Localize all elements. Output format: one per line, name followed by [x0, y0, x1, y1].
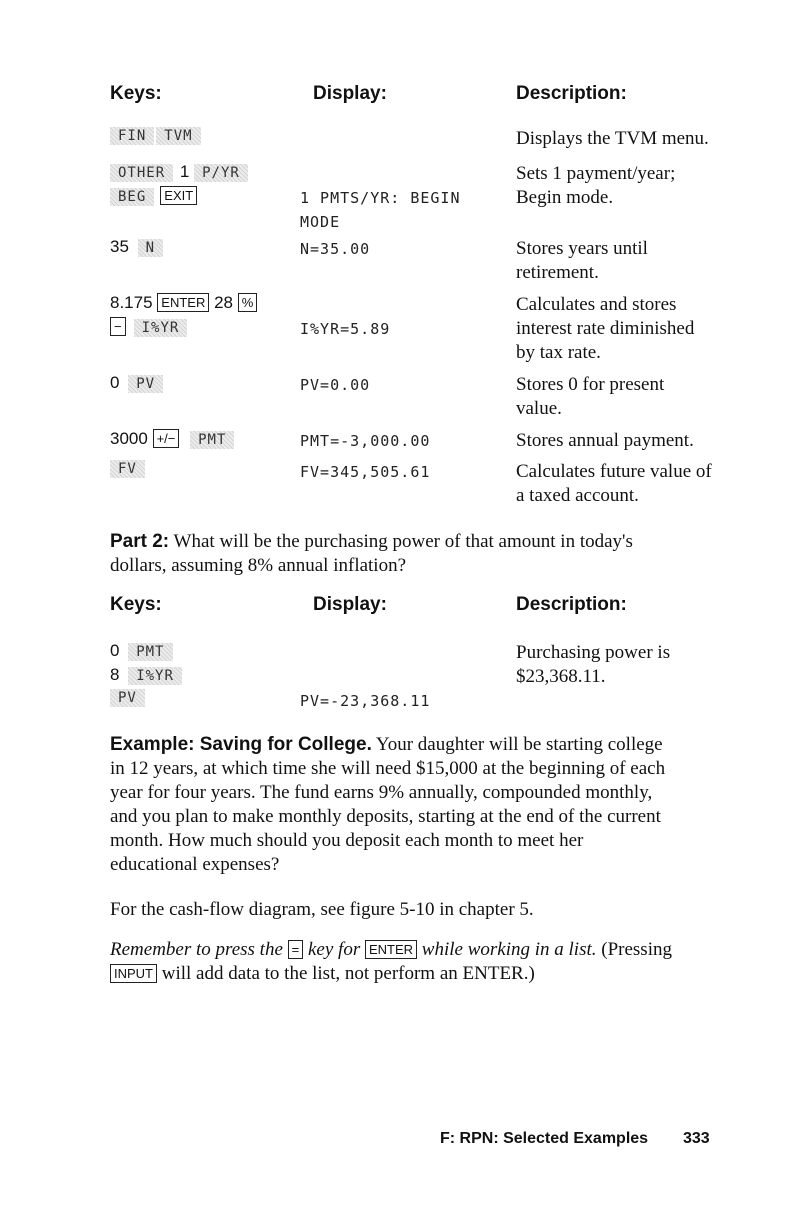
display-readout: MODE — [300, 213, 341, 231]
list-note: Remember to press the = key for ENTER while working in a list. (Pressing INPUT will add data to the list, not perform an ENTER.) — [110, 939, 672, 984]
pyr-menu-key: P/YR — [194, 164, 248, 182]
fv-menu-key: FV — [110, 460, 145, 478]
tvm-menu-key: TVM — [156, 127, 200, 145]
row-description: Stores 0 for present value. — [516, 374, 665, 419]
key-number: 0 — [110, 641, 120, 660]
key-number: 8 — [110, 665, 120, 684]
footer-section: F: RPN: Selected Examples — [440, 1130, 649, 1147]
display-readout: PV=-23,368.11 — [300, 692, 431, 710]
row-description: Displays the TVM menu. — [516, 128, 709, 149]
exit-key: EXIT — [160, 186, 197, 205]
example-paragraph: Example: Saving for College. Your daughter will be starting college in 12 years, at which time she will need $15,000 at the beginning of each year for four years. The fund earns 9% annually, compounded monthly, and you plan to make monthly deposits, starting at the end of the current month. How much should you deposit each month to meet her educational expenses? — [110, 734, 666, 875]
display-header: Display: — [313, 594, 387, 615]
pmt-menu-key: PMT — [128, 643, 172, 661]
cashflow-note: For the cash-flow diagram, see figure 5-10 in chapter 5. — [110, 899, 534, 920]
percent-key: % — [238, 293, 258, 312]
row-description: Sets 1 payment/year; — [516, 163, 676, 184]
display-readout: FV=345,505.61 — [300, 463, 431, 481]
key-number: 1 — [179, 162, 190, 181]
n-menu-key: N — [138, 239, 163, 257]
row-description: Stores years until retirement. — [516, 238, 648, 283]
keys-header: Keys: — [110, 594, 162, 615]
row-description: Stores annual payment. — [516, 430, 694, 451]
display-readout: PMT=-3,000.00 — [300, 432, 431, 450]
change-sign-key: +/− — [153, 429, 180, 448]
pmt-menu-key: PMT — [190, 431, 234, 449]
minus-key: − — [110, 317, 126, 336]
display-header: Display: — [313, 83, 387, 104]
pv-menu-key: PV — [110, 689, 145, 707]
row-description: $23,368.11. — [516, 666, 606, 687]
enter-key: ENTER — [365, 940, 417, 959]
other-menu-key: OTHER — [110, 164, 173, 182]
equals-key: = — [288, 940, 304, 959]
key-number: 35 — [110, 237, 129, 256]
iyr-menu-key: I%YR — [134, 319, 188, 337]
beg-menu-key: BEG — [110, 188, 154, 206]
part2-label: Part 2: — [110, 531, 170, 552]
display-readout: PV=0.00 — [300, 376, 371, 394]
key-number: 0 — [110, 373, 120, 392]
example-label: Example: Saving for College. — [110, 734, 372, 755]
description-header: Description: — [516, 83, 627, 104]
input-key: INPUT — [110, 964, 157, 983]
key-number: 28 — [214, 293, 233, 312]
row-description: Calculates future value of a taxed account. — [516, 461, 712, 506]
display-readout: N=35.00 — [300, 240, 371, 258]
key-number: 3000 — [110, 429, 148, 448]
key-number: 8.175 — [110, 293, 153, 312]
row-description: Purchasing power is — [516, 642, 671, 663]
pv-menu-key: PV — [128, 375, 163, 393]
display-readout: 1 PMTS/YR: BEGIN — [300, 189, 461, 207]
iyr-menu-key: I%YR — [128, 667, 182, 685]
fin-menu-key: FIN — [110, 127, 154, 145]
description-header: Description: — [516, 594, 627, 615]
keys-header: Keys: — [110, 83, 162, 104]
page-number: 333 — [682, 1130, 710, 1147]
row-description: interest rate diminished by tax rate. — [516, 318, 695, 363]
enter-key: ENTER — [157, 293, 209, 312]
page-footer — [440, 1130, 710, 1148]
display-readout: I%YR=5.89 — [300, 320, 391, 338]
row-description: Calculates and stores — [516, 294, 677, 315]
part2-paragraph: Part 2: What will be the purchasing power of that amount in today's dollars, assuming 8% annual inflation? — [110, 531, 633, 576]
row-description: Begin mode. — [516, 187, 614, 208]
